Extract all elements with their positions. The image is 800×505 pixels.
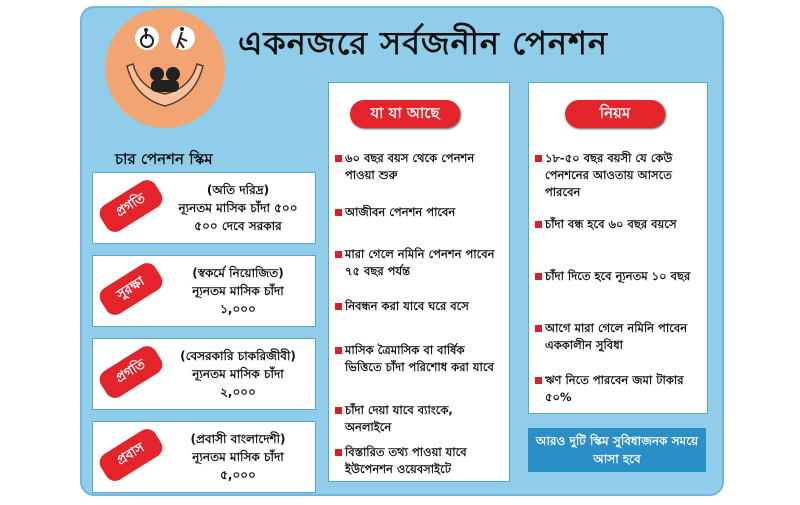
list-item: চাঁদা বন্ধ হবে ৬০ বছর বয়সে [545,216,695,233]
scheme-min-contribution: ন্যূনতম মাসিক চাঁদা [192,450,284,464]
scheme-card [92,172,316,244]
schemes-heading: চার পেনশন স্কিম [115,150,213,168]
rules-column [528,82,708,414]
list-item: ১৮-৫০ বছর বয়সী যে কেউ পেনশনের আওতায় আসতে পারবেন [545,150,695,201]
scheme-badge: প্রগতি [96,176,166,235]
list-item: আজীবন পেনশন পাবেন [345,204,495,221]
page-title: একনজরে সর্বজনীন পেনশন [238,24,608,62]
list-item: আগে মারা গেলে নমিনি পাবেন এককালীন সুবিধা [545,320,695,354]
scheme-badge: প্রগতি [96,342,166,401]
scheme-min-contribution: ন্যূনতম মাসিক চাঁদা ৫০০ [178,201,298,215]
scheme-amount: ২,০০০ [220,385,256,399]
scheme-category: (প্রবাসী বাংলাদেশী) [190,432,286,446]
scheme-amount: ৫০০ দেবে সরকার [194,219,282,233]
scheme-min-contribution: ন্যূনতম মাসিক চাঁদা [192,367,284,381]
list-item: মাসিক ত্রৈমাসিক বা বার্ষিক ভিত্তিতে চাঁদা পরিশোধ করা যাবে [345,343,494,374]
scheme-card [92,255,316,327]
scheme-amount: ৫,০০০ [220,468,256,482]
scheme-category: (স্বকর্মে নিয়োজিত) [192,266,284,280]
list-item: মারা গেলে নমিনি পেনশন পাবেন ৭৫ বছর পর্যন্ত [345,247,495,278]
rules-label: নিয়ম [565,100,665,128]
list-item: বিস্তারিত তথ্য পাওয়া যাবে ইউপেনশন ওয়েবসাইটে [345,444,495,478]
list-item: চাঁদা দিতে হবে ন্যূনতম ১০ বছর [545,268,695,285]
scheme-category: (বেসরকারি চাকরিজীবী) [180,349,296,363]
list-item: ৬০ বছর বয়স থেকে পেনশন পাওয়া শুরু [345,150,495,184]
scheme-card [92,421,316,493]
hands-icon [127,64,203,106]
list-item: নিবন্ধন করা যাবে ঘরে বসে [345,298,495,315]
scheme-category: (অতি দরিদ্র) [206,183,270,197]
scheme-amount: ১,০০০ [220,302,256,316]
list-item: চাঁদা দেয়া যাবে ব্যাংকে, অনলাইনে [345,402,495,436]
features-label: যা যা আছে [350,100,460,128]
more-schemes-note: আরও দুটি স্কিম সুবিধাজনক সময়ে আসা হবে [528,428,706,472]
scheme-card [92,338,316,410]
wheelchair-icon [135,26,159,50]
list-item: ঋণ নিতে পারবেন জমা টাকার ৫০% [545,372,695,406]
elderly-icon [171,26,195,50]
scheme-badge: সুরক্ষা [96,259,166,318]
scheme-badge: প্রবাস [96,425,166,484]
scheme-min-contribution: ন্যূনতম মাসিক চাঁদা [192,284,284,298]
pension-logo [105,8,225,128]
